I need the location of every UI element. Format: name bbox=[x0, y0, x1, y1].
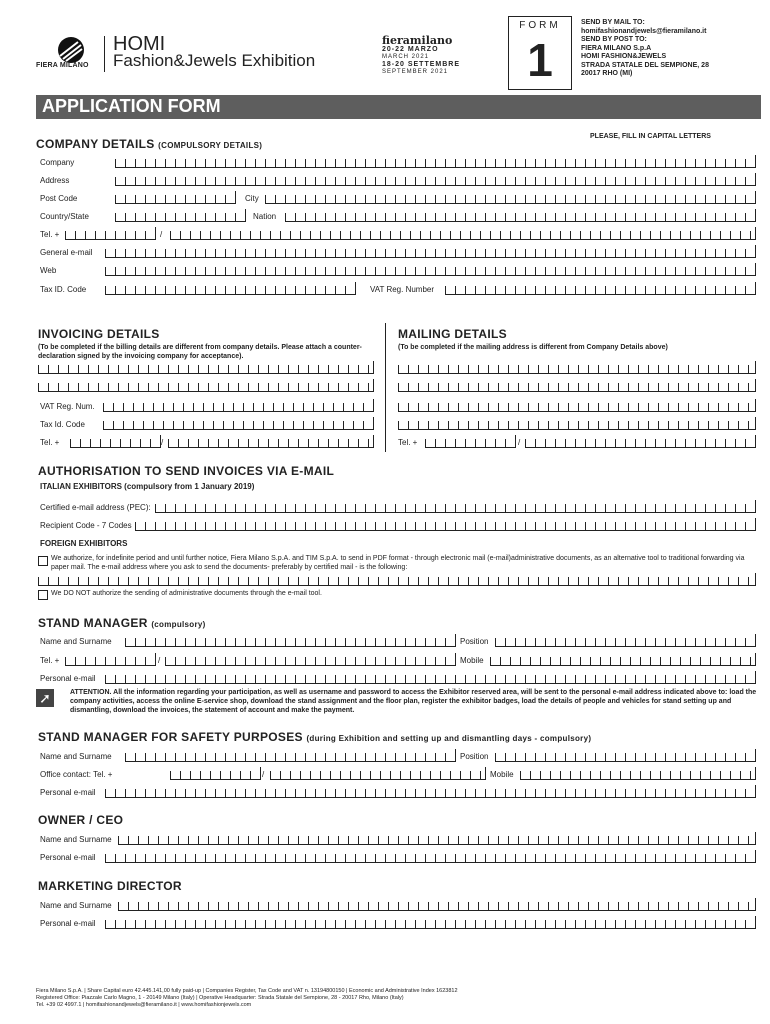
stand-manager-heading-sub: (compulsory) bbox=[151, 620, 206, 629]
invoicing-tel-slash: / bbox=[161, 438, 164, 447]
marketing-heading: MARKETING DIRECTOR bbox=[38, 879, 182, 893]
invoicing-note: (To be completed if the billing details are different from company details. Please attach a counter-declaration signed by the invoicing company for acceptance). bbox=[38, 344, 362, 360]
footer-line: Registered Office: Piazzale Carlo Magno, 1 - 20149 Milano (Italy) | Operative Headquarter: Strada Statale del Sempione, 28 - 20017 Rho, Milano (Italy) bbox=[36, 995, 404, 1001]
invoicing-line-2[interactable] bbox=[38, 379, 374, 392]
mailing-tel-prefix[interactable] bbox=[425, 435, 516, 448]
foreign-email-field[interactable] bbox=[38, 573, 756, 586]
authorisation-heading: AUTHORISATION TO SEND INVOICES VIA E-MAIL bbox=[38, 464, 335, 478]
page-title: APPLICATION FORM bbox=[42, 96, 221, 116]
sm-tel-prefix[interactable] bbox=[65, 653, 156, 666]
vat-field[interactable] bbox=[445, 282, 756, 295]
authorize-text: We authorize, for indefinite period and until further notice, Fiera Milano S.p.A. and TIM S.p.A. to send in PDF format - through electronic mail (e-mail)administrative documents, as an alternative tool to traditional forwarding via paper mail. The e-mail address where you ask to send the documents- preferably by certified mail - is the following: bbox=[51, 555, 745, 571]
send-line: SEND BY MAIL TO: bbox=[581, 19, 645, 26]
country-field[interactable] bbox=[115, 209, 246, 222]
owner-name-label: Name and Surname bbox=[40, 835, 112, 844]
web-label: Web bbox=[40, 266, 57, 275]
dates-line4: SEPTEMBER 2021 bbox=[382, 69, 449, 75]
exhibition-name: Fashion&Jewels Exhibition bbox=[113, 51, 316, 70]
owner-email-field[interactable] bbox=[105, 850, 756, 863]
nation-field[interactable] bbox=[285, 209, 756, 222]
invoicing-tel-number[interactable] bbox=[168, 435, 374, 448]
company-field[interactable] bbox=[115, 155, 756, 168]
mailing-tel-slash: / bbox=[518, 438, 521, 447]
sm-position-field[interactable] bbox=[495, 634, 756, 647]
country-label: Country/State bbox=[40, 212, 89, 221]
mailing-line-2[interactable] bbox=[398, 379, 756, 392]
event-dates bbox=[382, 46, 460, 76]
dates-line3: 18-20 SETTEMBRE bbox=[382, 61, 461, 68]
marketing-name-label: Name and Surname bbox=[40, 901, 112, 910]
pec-field[interactable] bbox=[155, 500, 756, 513]
safety-tel-number[interactable] bbox=[270, 767, 486, 780]
post-code-label: Post Code bbox=[40, 194, 78, 203]
tel-label: Tel. + bbox=[40, 230, 60, 239]
city-field[interactable] bbox=[265, 191, 756, 204]
safety-email-field[interactable] bbox=[105, 785, 756, 798]
capital-letters-note: PLEASE, FILL IN CAPITAL LETTERS bbox=[590, 133, 711, 140]
column-divider bbox=[385, 323, 386, 452]
attention-note: ATTENTION. All the information regarding your participation, as well as username and password to access the Exhibitor reserved area, will be sent to the personal e-mail address indicated above to: load the company activities, access the online E-service shop, download the stand assignment and the floor plan, register the exhibitor badges, load the details of people and vehicles for stand setting up and dismantling, download the invoices, the statement of account and make the payment. bbox=[70, 689, 757, 714]
invoicing-taxid-field[interactable] bbox=[103, 417, 374, 430]
web-field[interactable] bbox=[105, 263, 756, 276]
owner-email-label: Personal e-mail bbox=[40, 853, 96, 862]
invoicing-vat-field[interactable] bbox=[103, 399, 374, 412]
mailing-tel-number[interactable] bbox=[525, 435, 756, 448]
footer-line: Fiera Milano S.p.A. | Share Capital euro 42.445.141,00 fully paid-up | Companies Register, Tax Code and VAT n. 13194800150 | Economic and Administrative Index 1623812 bbox=[36, 988, 458, 994]
safety-mobile-label: Mobile bbox=[490, 770, 514, 779]
owner-name-field[interactable] bbox=[118, 832, 756, 845]
sm-tel-label: Tel. + bbox=[40, 656, 60, 665]
safety-position-label: Position bbox=[460, 752, 489, 761]
stand-manager-heading bbox=[38, 616, 206, 630]
sm-name-field[interactable] bbox=[125, 634, 456, 647]
safety-name-field[interactable] bbox=[125, 749, 456, 762]
not-authorize-text: We DO NOT authorize the sending of administrative documents through the e-mail tool. bbox=[51, 590, 322, 597]
vat-label: VAT Reg. Number bbox=[370, 285, 435, 294]
sm-name-label: Name and Surname bbox=[40, 637, 112, 646]
send-info bbox=[581, 19, 709, 79]
footer bbox=[36, 988, 458, 1009]
owner-heading: OWNER / CEO bbox=[38, 813, 124, 827]
sm-mobile-label: Mobile bbox=[460, 656, 484, 665]
title-bar bbox=[36, 95, 761, 119]
company-heading-text: COMPANY DETAILS bbox=[36, 137, 155, 151]
marketing-email-field[interactable] bbox=[105, 916, 756, 929]
marketing-email-label: Personal e-mail bbox=[40, 919, 96, 928]
general-email-label: General e-mail bbox=[40, 248, 93, 257]
company-heading-sub: (COMPULSORY DETAILS) bbox=[158, 141, 263, 150]
send-line: 20017 RHO (MI) bbox=[581, 70, 633, 77]
authorize-checkbox[interactable] bbox=[38, 556, 48, 566]
invoicing-tel-prefix[interactable] bbox=[70, 435, 164, 448]
mailing-note: (To be completed if the mailing address is different from Company Details above) bbox=[398, 344, 668, 351]
footer-line: Tel. +39 02 4997.1 | homifashionandjewels@fieramilano.it | www.homifashionjewels.com bbox=[36, 1002, 252, 1008]
safety-tel-label: Office contact: Tel. + bbox=[40, 770, 113, 779]
sm-email-field[interactable] bbox=[105, 671, 756, 684]
nation-label: Nation bbox=[253, 212, 277, 221]
mailing-heading: MAILING DETAILS bbox=[398, 327, 507, 341]
company-heading bbox=[36, 137, 262, 151]
mailing-tel-label: Tel. + bbox=[398, 438, 418, 447]
arrow-icon: ➚ bbox=[36, 689, 54, 707]
post-code-field[interactable] bbox=[115, 191, 236, 204]
invoicing-tel-label: Tel. + bbox=[40, 438, 60, 447]
recipient-code-field[interactable] bbox=[135, 518, 756, 531]
sm-mobile-field[interactable] bbox=[490, 653, 756, 666]
invoicing-vat-label: VAT Reg. Num. bbox=[40, 402, 95, 411]
send-line: HOMI FASHION&JEWELS bbox=[581, 53, 667, 60]
sm-position-label: Position bbox=[460, 637, 489, 646]
marketing-name-field[interactable] bbox=[118, 898, 756, 911]
taxid-field[interactable] bbox=[105, 282, 356, 295]
safety-heading-sub: (during Exhibition and setting up and dismantling days - compulsory) bbox=[306, 734, 592, 743]
tel-number-field[interactable] bbox=[170, 227, 756, 240]
invoicing-line-1[interactable] bbox=[38, 361, 374, 374]
general-email-field[interactable] bbox=[105, 245, 756, 258]
safety-email-label: Personal e-mail bbox=[40, 788, 96, 797]
safety-position-field[interactable] bbox=[495, 749, 756, 762]
not-authorize-checkbox[interactable] bbox=[38, 590, 48, 600]
dates-line1: 20-22 MARZO bbox=[382, 46, 439, 53]
safety-mobile-field[interactable] bbox=[520, 767, 756, 780]
header-divider bbox=[104, 36, 105, 72]
venue-name: fieramilano bbox=[382, 34, 453, 47]
tel-prefix-field[interactable] bbox=[65, 227, 156, 240]
mailing-line-3[interactable] bbox=[398, 399, 756, 412]
city-label: City bbox=[245, 194, 259, 203]
address-label: Address bbox=[40, 176, 70, 185]
sm-email-label: Personal e-mail bbox=[40, 674, 96, 683]
mailing-line-1[interactable] bbox=[398, 361, 756, 374]
sm-tel-slash: / bbox=[158, 656, 161, 665]
invoicing-heading: INVOICING DETAILS bbox=[38, 327, 160, 341]
stand-manager-heading-text: STAND MANAGER bbox=[38, 616, 148, 630]
tel-slash: / bbox=[160, 230, 163, 239]
send-line: SEND BY POST TO: bbox=[581, 36, 647, 43]
recipient-code-label: Recipient Code - 7 Codes bbox=[40, 521, 132, 530]
safety-tel-slash: / bbox=[262, 770, 265, 779]
foreign-exhibitors-label: FOREIGN EXHIBITORS bbox=[40, 539, 128, 548]
sm-tel-number[interactable] bbox=[165, 653, 456, 666]
send-line: homifashionandjewels@fieramilano.it bbox=[581, 27, 707, 35]
invoicing-taxid-label: Tax Id. Code bbox=[40, 420, 85, 429]
form-label: FORM bbox=[519, 20, 561, 31]
fiera-milano-logo-text: FIERA MILANO bbox=[36, 62, 89, 69]
send-line: FIERA MILANO S.p.A bbox=[581, 44, 652, 52]
homi-logo: HOMI bbox=[113, 33, 166, 55]
form-number-box bbox=[508, 16, 572, 90]
mailing-line-4[interactable] bbox=[398, 417, 756, 430]
safety-heading-text: STAND MANAGER FOR SAFETY PURPOSES bbox=[38, 730, 303, 744]
address-field[interactable] bbox=[115, 173, 756, 186]
dates-line2: MARCH 2021 bbox=[382, 54, 430, 60]
send-line: STRADA STATALE DEL SEMPIONE, 28 bbox=[581, 61, 709, 69]
company-label: Company bbox=[40, 158, 75, 167]
italian-exhibitors-label: ITALIAN EXHIBITORS (compulsory from 1 January 2019) bbox=[40, 482, 255, 491]
safety-tel-prefix[interactable] bbox=[170, 767, 261, 780]
form-number: 1 bbox=[527, 34, 553, 86]
safety-name-label: Name and Surname bbox=[40, 752, 112, 761]
safety-heading bbox=[38, 730, 591, 744]
taxid-label: Tax ID. Code bbox=[40, 285, 87, 294]
pec-label: Certified e-mail address (PEC): bbox=[40, 503, 151, 512]
